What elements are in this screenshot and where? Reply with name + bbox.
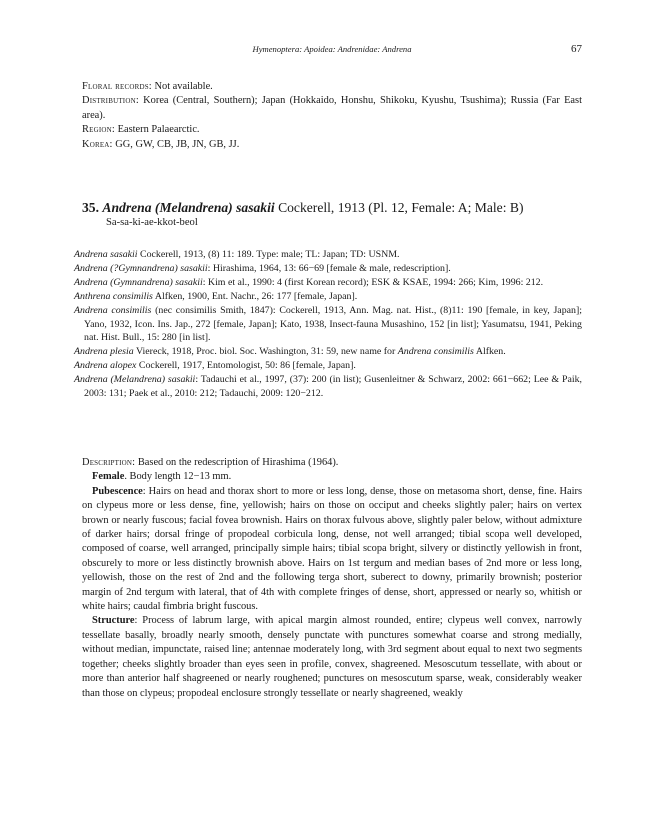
synonymy-entry: Andrena alopex Cockerell, 1917, Entomologist, 50: 86 [female, Japan]. xyxy=(74,360,356,372)
synonymy-entry: Andrena consimilis (nec consimilis Smith, 1847): Cockerell, 1913, Ann. Mag. nat. Hist., (8)11: 190 [female, in key, Japan]; Yano, 1932, Icon. Ins. Jap., 272 [female, Japan]; Kato, 1938, Insect-fauna Musashino, 152 [in list]; Yasumatsu, 1941, Peking nat. Hist. Bull., 15: 280 [in list]. xyxy=(74,304,582,344)
pubescence-paragraph: Pubescence: Hairs on head and thorax short to more or less long, dense, those on metasoma short, dense, fine. Hairs on clypeus more or less dense, fine, yellowish; hairs on those on occiput and cheeks slightly paler; hairs on vertex brown or nearly fuscous; facial fovea brownish. Hairs on thorax fulvous above, slightly paler below, without admixture of darker hairs; dorsal fringe of propodeal corbicula long, dense, not well arranged; tibial scopa well developed, composed of coarse, well arranged, principally simple hairs; tibial scopa bright, silvery or distinctly yellowish in front, obscurely to more or less distinctly brownish above. Hairs on 1st tergum and median bases of 2nd more or less long, yellowish, those on the rest of 2nd and the following terga short, suberect to downy, primarily brownish; posterior margin of 2nd tergum with lateral, that of 4th with complete fringes of dense, short, appressed or nearly so, whitish or white hairs; caudal fimbria bright fuscous. xyxy=(82,485,582,613)
synonymy-list xyxy=(74,248,582,401)
female-heading: Female. Body length 12−13 mm. xyxy=(92,471,232,483)
synonymy-entry: Andrena (?Gymnandrena) sasakii: Hirashima, 1964, 13: 66−69 [female & male, redescription]. xyxy=(74,262,451,274)
distribution: Distribution: Korea (Central, Southern); Japan (Hokkaido, Honshu, Shikoku, Kyushu, Tsushima); Russia (Far East area). xyxy=(82,95,582,121)
records-section xyxy=(82,80,582,152)
synonymy-entry: Andrena plesia Viereck, 1918, Proc. biol. Soc. Washington, 31: 59, new name for Andrena consimilis Alfken. xyxy=(74,346,506,358)
synonymy-entry: Andrena (Melandrena) sasakii: Tadauchi et al., 1997, (37): 200 (in list); Gusenleitner & Schwarz, 2002: 661−662; Lee & Paik, 2003: 131; Paek et al., 2010: 212; Tadauchi, 2009: 120−212. xyxy=(74,374,582,400)
common-name: Sa-sa-ki-ae-kkot-beol xyxy=(106,217,198,228)
synonymy-entry: Anthrena consimilis Alfken, 1900, Ent. Nachr., 26: 177 [female, Japan]. xyxy=(74,290,358,302)
korea-localities: Korea: GG, GW, CB, JB, JN, GB, JJ. xyxy=(82,138,240,150)
synonymy-entry: Andrena sasakii Cockerell, 1913, (8) 11: 189. Type: male; TL: Japan; TD: USNM. xyxy=(74,249,400,260)
description-intro: Description: Based on the redescription of Hirashima (1964). xyxy=(82,457,339,468)
species-title: 35. Andrena (Melandrena) sasakii Cockerell, 1913 (Pl. 12, Female: A; Male: B) xyxy=(82,200,524,215)
region: Region: Eastern Palaearctic. xyxy=(82,124,200,136)
running-head-title: Hymenoptera: Apoidea: Andrenidae: Andrena xyxy=(252,44,412,54)
synonymy-entry: Andrena (Gymnandrena) sasakii: Kim et al., 1990: 4 (first Korean record); ESK & KSAE, 1994: 266; Kim, 1996: 212. xyxy=(74,276,544,288)
species-heading xyxy=(82,199,582,230)
running-head xyxy=(82,44,582,60)
floral-records: Floral records: Not available. xyxy=(82,81,213,92)
page-number: 67 xyxy=(571,43,582,55)
description-section xyxy=(82,456,582,701)
structure-paragraph: Structure: Process of labrum large, with apical margin almost rounded, entire; clypeus well convex, narrowly tessellate basally, broadly nearly smooth, densely punctate with punctures somewhat coarse and strong medially, without median, impunctate, raised line; antennae moderately long, with 3rd segment about equal to next two segments together; cheeks slightly broader than eyes seen in profile, convex, shagreened. Mesoscutum tessellate, with about or more than anterior half shagreened or nearly roughened; punctures on mesoscutum sparse, weak, considerably weaker than those on clypeus; propodeal enclosure strongly tessellate or nearly shagreened, weakly xyxy=(82,615,582,699)
